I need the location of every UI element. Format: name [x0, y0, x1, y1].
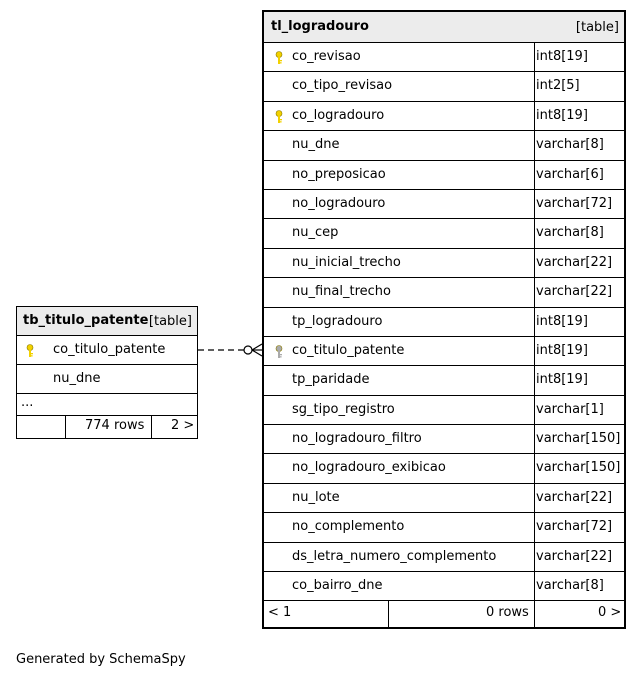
column-row[interactable]: [264, 131, 624, 160]
column-name: ds_letra_numero_complemento: [292, 548, 497, 564]
column-row[interactable]: [264, 190, 624, 219]
column-name: nu_dne: [53, 371, 101, 386]
column-type: int8[19]: [536, 342, 588, 358]
column-type: varchar[1]: [536, 401, 604, 417]
more-columns-indicator: ...: [17, 394, 197, 416]
primary-key-icon: [275, 110, 283, 124]
column-type: varchar[150]: [536, 431, 621, 447]
column-name: no_complemento: [292, 519, 405, 535]
column-type: varchar[8]: [536, 137, 604, 153]
table-name[interactable]: tl_logradouro: [271, 19, 369, 34]
column-name: nu_cep: [292, 225, 339, 241]
column-type: varchar[22]: [536, 284, 613, 300]
table-kind: [table]: [148, 314, 192, 329]
foreign-key-icon: [275, 345, 283, 359]
table-tl-logradouro[interactable]: [262, 10, 626, 629]
column-name: co_titulo_patente: [53, 342, 166, 357]
row-count: 774 rows: [85, 418, 145, 433]
column-row[interactable]: [264, 102, 624, 131]
table-tb-titulo-patente[interactable]: [16, 306, 198, 439]
column-name: no_logradouro_filtro: [292, 431, 422, 447]
column-type: int2[5]: [536, 78, 580, 94]
column-name: no_logradouro_exibicao: [292, 460, 446, 476]
column-row[interactable]: [17, 336, 197, 365]
column-row[interactable]: [264, 425, 624, 454]
column-type: int8[19]: [536, 372, 588, 388]
column-type: varchar[22]: [536, 548, 613, 564]
table-header: [264, 12, 624, 43]
row-count: 0 rows: [486, 605, 529, 621]
column-row[interactable]: [264, 72, 624, 101]
column-row[interactable]: [264, 543, 624, 572]
column-row[interactable]: [264, 484, 624, 513]
column-name: co_tipo_revisao: [292, 78, 393, 94]
table-name[interactable]: tb_titulo_patente: [23, 313, 149, 328]
column-name: no_logradouro: [292, 195, 386, 211]
column-row[interactable]: [264, 278, 624, 307]
column-row[interactable]: [264, 572, 624, 601]
column-type: varchar[150]: [536, 460, 621, 476]
column-row[interactable]: [264, 43, 624, 72]
column-name: co_revisao: [292, 49, 361, 64]
children-link[interactable]: 2 >: [171, 418, 195, 433]
column-type: varchar[6]: [536, 166, 604, 182]
column-type: varchar[8]: [536, 225, 604, 241]
column-row[interactable]: [264, 337, 624, 366]
column-name: tp_logradouro: [292, 313, 383, 329]
children-link[interactable]: 0 >: [598, 605, 622, 621]
column-row[interactable]: [264, 454, 624, 483]
column-row[interactable]: [264, 219, 624, 248]
column-name: co_logradouro: [292, 107, 385, 123]
column-row[interactable]: [17, 365, 197, 394]
column-name: co_titulo_patente: [292, 342, 405, 358]
table-footer: [17, 416, 197, 438]
column-name: nu_dne: [292, 137, 340, 153]
primary-key-icon: [26, 344, 34, 358]
primary-key-icon: [275, 51, 283, 65]
column-row[interactable]: [264, 396, 624, 425]
column-name: no_preposicao: [292, 166, 386, 182]
table-kind: [table]: [575, 20, 619, 35]
column-name: nu_lote: [292, 489, 340, 505]
column-type: varchar[22]: [536, 489, 613, 505]
column-name: nu_final_trecho: [292, 284, 391, 300]
column-type: int8[19]: [536, 49, 588, 64]
column-type: varchar[72]: [536, 519, 613, 535]
column-row[interactable]: [264, 161, 624, 190]
parents-link[interactable]: < 1: [268, 605, 292, 621]
column-name: tp_paridade: [292, 372, 370, 388]
column-type: varchar[8]: [536, 578, 604, 594]
column-name: co_bairro_dne: [292, 578, 383, 594]
column-row[interactable]: [264, 308, 624, 337]
column-type: int8[19]: [536, 313, 588, 329]
column-row[interactable]: [264, 366, 624, 395]
column-name: sg_tipo_registro: [292, 401, 395, 417]
table-header: [17, 307, 197, 336]
column-type: int8[19]: [536, 107, 588, 123]
table-footer: [264, 601, 624, 627]
column-type: varchar[72]: [536, 195, 613, 211]
column-name: nu_inicial_trecho: [292, 254, 401, 270]
column-row[interactable]: [264, 249, 624, 278]
column-row[interactable]: [264, 513, 624, 542]
generator-credit: Generated by SchemaSpy: [16, 652, 186, 667]
column-type: varchar[22]: [536, 254, 613, 270]
